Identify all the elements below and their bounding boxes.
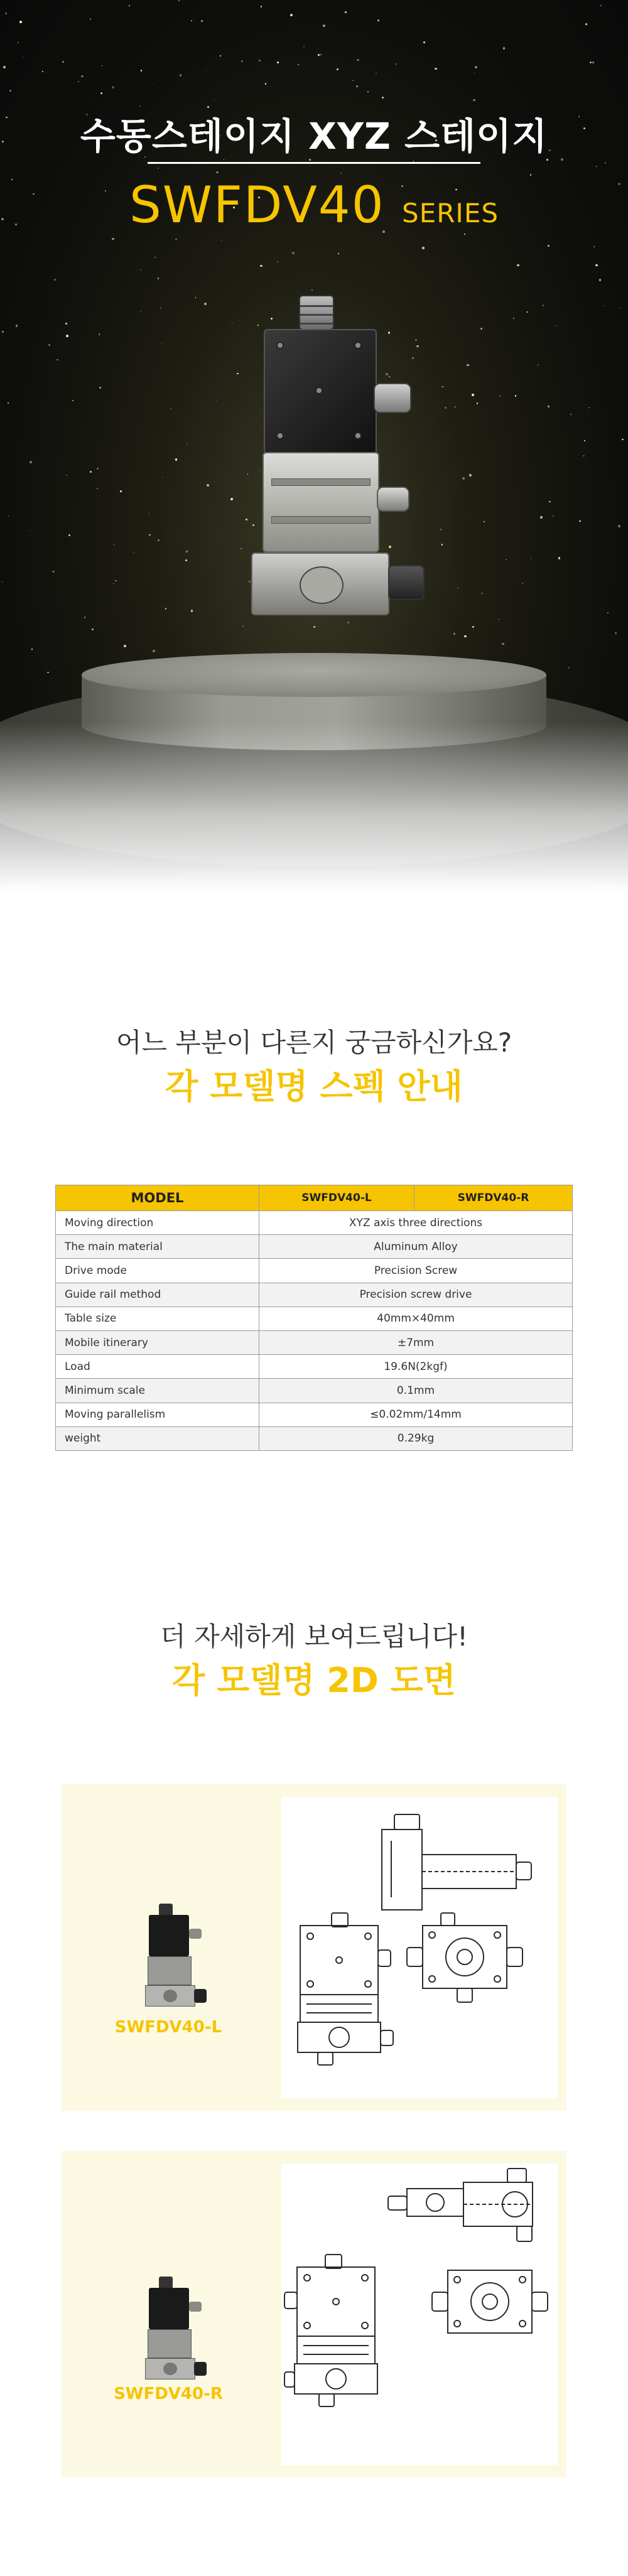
star-dot <box>99 333 100 335</box>
spec-table-row <box>56 1211 573 1235</box>
spec-section-title: 각 모델명 스펙 안내 <box>165 1067 463 1106</box>
star-dot <box>158 168 159 169</box>
star-dot <box>259 60 261 62</box>
star-dot <box>472 394 474 396</box>
star-dot <box>506 559 507 561</box>
star-dot <box>186 551 188 552</box>
star-dot <box>42 71 43 72</box>
star-dot <box>154 257 156 258</box>
star-dot <box>100 92 102 94</box>
star-dot <box>277 62 279 63</box>
star-dot <box>600 5 602 6</box>
star-dot <box>113 583 114 585</box>
spec-row-value: XYZ axis three directions <box>259 1211 573 1235</box>
spec-table-row <box>56 1426 573 1450</box>
star-dot <box>338 253 339 254</box>
star-dot <box>92 628 94 630</box>
star-dot <box>502 643 504 645</box>
star-dot <box>526 311 528 313</box>
spec-table-row <box>56 1355 573 1379</box>
spec-header-model-l: SWFDV40-L <box>259 1185 414 1211</box>
star-dot <box>153 650 154 652</box>
star-dot <box>133 552 134 553</box>
star-dot <box>469 474 472 477</box>
hero-divider <box>148 162 480 164</box>
model-r-2d-drawing <box>281 2164 558 2465</box>
drawing-panel-l <box>62 1784 566 2111</box>
star-dot <box>503 47 506 50</box>
star-dot <box>543 304 544 306</box>
star-dot <box>68 534 70 536</box>
spec-row-value: 40mm×40mm <box>259 1307 573 1330</box>
star-dot <box>614 430 615 431</box>
star-dot <box>599 279 602 281</box>
spec-row-label: The main material <box>56 1235 259 1259</box>
star-dot <box>298 64 299 65</box>
star-dot <box>462 477 464 479</box>
star-dot <box>124 645 126 647</box>
star-dot <box>54 279 56 281</box>
star-dot <box>352 80 354 81</box>
model-r-label: SWFDV40-R <box>114 2385 223 2403</box>
star-dot <box>140 269 141 271</box>
star-dot <box>48 344 50 346</box>
star-dot <box>220 55 221 57</box>
star-dot <box>165 608 167 610</box>
star-dot <box>513 318 514 319</box>
spec-row-label: Guide rail method <box>56 1283 259 1307</box>
star-dot <box>97 468 99 470</box>
star-dot <box>16 325 18 326</box>
star-dot <box>8 515 9 516</box>
star-dot <box>596 166 597 167</box>
star-dot <box>477 402 479 404</box>
spec-row-value: Aluminum Alloy <box>259 1235 573 1259</box>
star-dot <box>175 458 177 460</box>
spec-row-label: Moving parallelism <box>56 1403 259 1426</box>
spec-row-label: Minimum scale <box>56 1379 259 1403</box>
spec-section-subtitle: 어느 부분이 다른지 궁금하신가요? <box>116 1027 512 1058</box>
star-dot <box>9 90 11 92</box>
model-r-product-image <box>140 2277 209 2383</box>
star-dot <box>423 41 425 43</box>
star-dot <box>615 632 616 633</box>
model-l-label: SWFDV40-L <box>114 2018 222 2037</box>
star-dot <box>500 396 501 397</box>
spec-row-label: Table size <box>56 1307 259 1330</box>
model-l-2d-drawing <box>281 1797 558 2098</box>
star-dot <box>30 530 31 531</box>
star-dot <box>568 667 570 669</box>
spec-row-value: 0.1mm <box>259 1379 573 1403</box>
star-dot <box>62 61 64 63</box>
star-dot <box>549 501 550 502</box>
star-dot <box>52 571 55 573</box>
star-dot <box>90 471 92 473</box>
star-dot <box>57 359 58 360</box>
spec-header-model-r: SWFDV40-R <box>414 1185 573 1211</box>
star-dot <box>158 539 159 541</box>
star-dot <box>585 23 587 25</box>
star-dot <box>340 173 342 174</box>
hero-model-name: SWFDV40 <box>129 176 385 234</box>
star-dot <box>178 0 180 1</box>
star-dot <box>141 70 143 72</box>
model-l-product-image <box>140 1904 209 2010</box>
star-dot <box>158 278 159 279</box>
star-dot <box>422 247 425 249</box>
star-dot <box>473 99 475 102</box>
stage-table-plate <box>264 329 377 455</box>
star-dot <box>207 484 209 487</box>
star-dot <box>129 5 130 6</box>
star-dot <box>84 617 86 618</box>
star-dot <box>522 583 524 585</box>
star-dot <box>8 402 9 404</box>
star-dot <box>175 239 177 240</box>
drawing-section-subtitle: 더 자세하게 보여드립니다! <box>160 1621 468 1652</box>
star-dot <box>180 74 182 77</box>
star-dot <box>595 264 598 267</box>
star-dot <box>605 163 606 164</box>
star-dot <box>382 97 384 99</box>
star-dot <box>467 364 468 366</box>
hero-title-english <box>0 176 628 234</box>
spec-table-row <box>56 1235 573 1259</box>
star-dot <box>78 81 79 82</box>
spec-table-row <box>56 1403 573 1426</box>
spec-row-value: Precision screw drive <box>259 1283 573 1307</box>
star-dot <box>277 261 278 262</box>
star-dot <box>18 42 19 43</box>
star-dot <box>237 373 238 374</box>
star-dot <box>442 386 443 387</box>
star-dot <box>241 60 243 62</box>
star-dot <box>292 252 295 254</box>
star-dot <box>548 245 550 247</box>
star-dot <box>593 246 595 247</box>
star-dot <box>101 65 102 66</box>
hero-bottom-fade <box>0 722 628 892</box>
star-dot <box>555 325 556 326</box>
x-axis-knob <box>377 487 409 512</box>
star-dot <box>607 612 609 613</box>
spec-row-label: Mobile itinerary <box>56 1330 259 1354</box>
star-dot <box>472 626 474 628</box>
star-dot <box>5 13 7 14</box>
star-dot <box>357 59 359 62</box>
star-dot <box>162 477 163 478</box>
star-dot <box>19 21 22 23</box>
star-dot <box>604 305 605 306</box>
star-dot <box>622 439 624 441</box>
star-dot <box>112 86 114 89</box>
spec-table-row <box>56 1283 573 1307</box>
drawing-section-title: 각 모델명 2D 도면 <box>172 1661 456 1700</box>
y-axis-knob <box>374 383 411 413</box>
star-dot <box>320 54 322 55</box>
star-dot <box>99 387 101 389</box>
star-dot <box>337 68 338 70</box>
star-dot <box>311 289 312 290</box>
star-dot <box>81 75 84 78</box>
hero-title-korean: 수동스테이지 XYZ 스테이지 <box>80 115 548 158</box>
star-dot <box>160 308 162 310</box>
star-dot <box>23 57 24 58</box>
spec-table-header <box>56 1185 573 1211</box>
star-dot <box>195 297 196 298</box>
star-dot <box>515 395 516 396</box>
star-dot <box>260 265 263 267</box>
star-dot <box>31 649 33 650</box>
star-dot <box>584 440 585 441</box>
star-dot <box>583 455 584 456</box>
star-dot <box>201 20 203 22</box>
pedestal-top <box>82 653 546 697</box>
spec-row-value: 0.29kg <box>259 1426 573 1450</box>
spec-row-label: weight <box>56 1426 259 1450</box>
star-dot <box>313 626 315 628</box>
star-dot <box>265 83 267 85</box>
star-dot <box>303 46 305 47</box>
spec-table-row <box>56 1379 573 1403</box>
star-dot <box>579 520 580 522</box>
star-dot <box>517 264 519 267</box>
spec-row-label: Drive mode <box>56 1259 259 1283</box>
star-dot <box>216 171 219 174</box>
star-dot <box>553 515 554 517</box>
star-dot <box>65 323 67 324</box>
star-dot <box>453 633 455 635</box>
spec-row-label: Load <box>56 1355 259 1379</box>
star-dot <box>112 238 114 240</box>
star-dot <box>377 19 379 21</box>
star-dot <box>149 513 150 514</box>
star-dot <box>230 498 233 500</box>
star-dot <box>356 85 358 87</box>
star-dot <box>323 24 325 27</box>
star-dot <box>484 521 485 522</box>
z-axis-knob <box>299 295 334 330</box>
spec-table-row <box>56 1307 573 1330</box>
star-dot <box>120 490 122 492</box>
star-dot <box>538 364 539 365</box>
spec-table-row <box>56 1330 573 1354</box>
star-dot <box>367 91 369 92</box>
spec-header-model: MODEL <box>56 1185 259 1211</box>
spec-row-value: 19.6N(2kgf) <box>259 1355 573 1379</box>
star-dot <box>570 414 571 415</box>
star-dot <box>90 18 92 20</box>
star-dot <box>441 544 443 545</box>
star-dot <box>345 11 346 13</box>
star-dot <box>474 72 475 73</box>
star-dot <box>261 6 262 7</box>
star-dot <box>498 619 499 620</box>
star-dot <box>464 635 466 637</box>
star-dot <box>475 66 477 68</box>
hero-banner <box>0 0 628 892</box>
base-adjust-knob <box>388 565 425 600</box>
star-dot <box>66 475 67 476</box>
star-dot <box>548 406 549 407</box>
star-dot <box>592 62 594 63</box>
star-dot <box>191 20 192 21</box>
star-dot <box>170 408 171 409</box>
star-dot <box>2 331 4 333</box>
spec-row-value: Precision Screw <box>259 1259 573 1283</box>
stage-base-block <box>251 552 389 615</box>
star-dot <box>206 70 207 71</box>
xyz-stage-product-image <box>245 295 433 622</box>
spec-table-row <box>56 1259 573 1283</box>
star-dot <box>115 580 117 582</box>
star-dot <box>2 581 3 583</box>
star-dot <box>588 407 590 409</box>
star-dot <box>347 622 349 623</box>
star-dot <box>540 516 543 519</box>
star-dot <box>30 461 32 463</box>
star-dot <box>482 593 483 594</box>
star-dot <box>149 534 151 536</box>
spec-row-value: ±7mm <box>259 1330 573 1354</box>
star-dot <box>618 525 620 527</box>
star-dot <box>440 529 441 530</box>
star-dot <box>435 68 436 70</box>
star-dot <box>185 559 187 561</box>
star-dot <box>619 308 620 309</box>
drawing-panel-r <box>62 2151 566 2477</box>
star-dot <box>480 328 482 330</box>
stage-middle-block <box>263 452 379 552</box>
star-dot <box>290 14 293 16</box>
spec-row-value: ≤0.02mm/14mm <box>259 1403 573 1426</box>
spec-row-label: Moving direction <box>56 1211 259 1235</box>
spec-table <box>55 1185 573 1451</box>
star-dot <box>558 557 561 559</box>
hero-series-label: SERIES <box>402 198 499 229</box>
star-dot <box>590 62 592 63</box>
star-dot <box>72 400 73 401</box>
star-dot <box>66 335 68 337</box>
star-dot <box>47 672 48 673</box>
star-dot <box>191 610 193 612</box>
star-dot <box>3 66 6 68</box>
star-dot <box>553 57 554 58</box>
star-dot <box>204 303 207 305</box>
star-dot <box>445 407 447 409</box>
star-dot <box>242 626 244 627</box>
star-dot <box>396 63 397 65</box>
star-dot <box>318 54 319 55</box>
